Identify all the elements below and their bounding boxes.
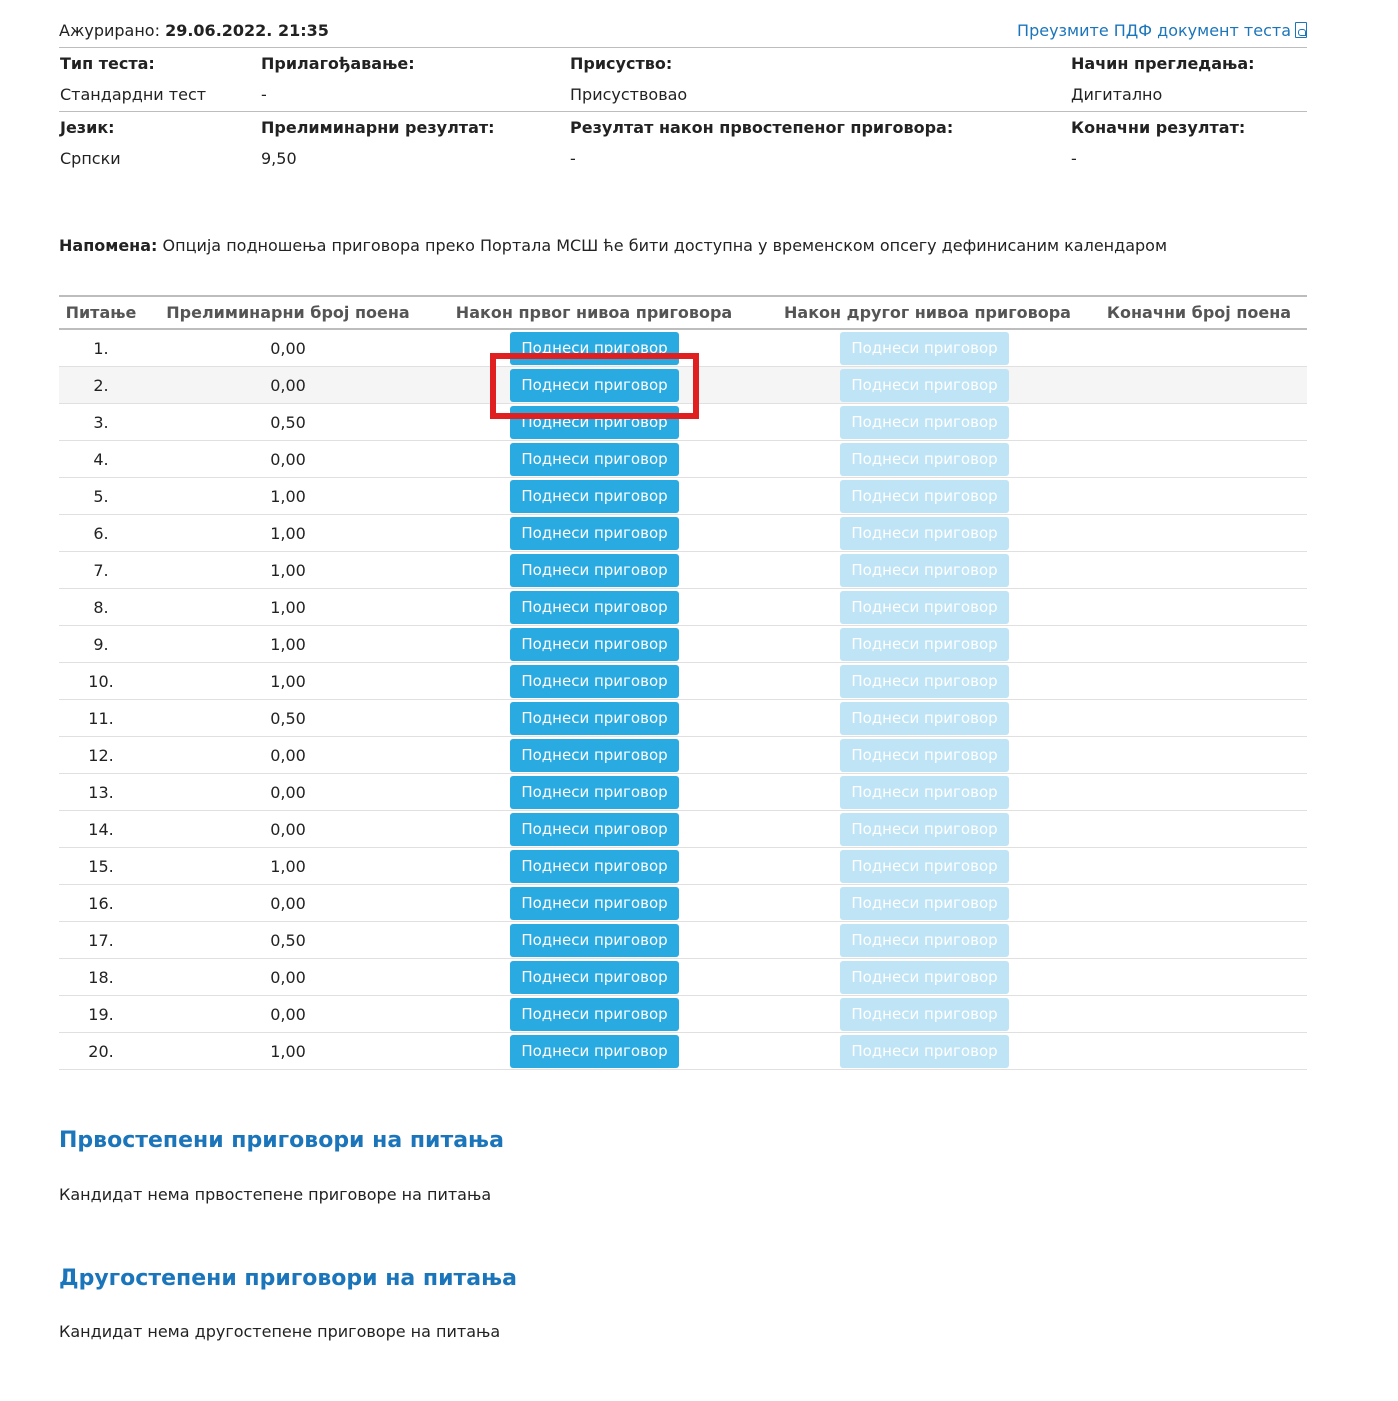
info-value: Стандардни тест xyxy=(60,85,207,104)
table-row xyxy=(59,811,1307,848)
submit-first-appeal-button[interactable]: Поднеси приговор xyxy=(510,480,679,513)
submit-first-appeal-button[interactable]: Поднеси приговор xyxy=(510,554,679,587)
table-row xyxy=(59,478,1307,515)
section-title-second-appeals: Другостепени приговори на питања xyxy=(59,1266,518,1291)
results-page xyxy=(59,0,1307,1341)
submit-second-appeal-button: Поднеси приговор xyxy=(840,554,1009,587)
question-number: 14. xyxy=(88,820,114,839)
question-number: 16. xyxy=(88,894,114,913)
preliminary-points: 1,00 xyxy=(270,672,306,691)
updated-value: 29.06.2022. 21:35 xyxy=(165,21,329,40)
table-row xyxy=(59,552,1307,589)
submit-first-appeal-button[interactable]: Поднеси приговор xyxy=(510,406,679,439)
table-row xyxy=(59,885,1307,922)
preliminary-points: 0,50 xyxy=(270,931,306,950)
table-row xyxy=(59,330,1307,367)
info-value: 9,50 xyxy=(261,149,297,168)
preliminary-points: 1,00 xyxy=(270,1042,306,1061)
table-body xyxy=(59,330,1307,1070)
info-label: Прелиминарни резултат: xyxy=(261,118,495,137)
preliminary-points: 1,00 xyxy=(270,857,306,876)
question-number: 20. xyxy=(88,1042,114,1061)
submit-second-appeal-button: Поднеси приговор xyxy=(840,443,1009,476)
table-row xyxy=(59,1033,1307,1070)
table-row xyxy=(59,626,1307,663)
info-value: - xyxy=(1071,149,1077,168)
updated-timestamp xyxy=(59,21,329,40)
info-label: Прилагођавање: xyxy=(261,54,415,73)
question-number: 10. xyxy=(88,672,114,691)
preliminary-points: 0,00 xyxy=(270,339,306,358)
preliminary-points: 0,00 xyxy=(270,968,306,987)
info-label: Начин прегледања: xyxy=(1071,54,1255,73)
note xyxy=(59,236,1167,255)
header-preliminary-points: Прелиминарни број поена xyxy=(166,303,410,322)
header-final-points: Коначни број поена xyxy=(1106,303,1292,322)
question-number: 6. xyxy=(93,524,109,543)
table-row xyxy=(59,922,1307,959)
question-number: 12. xyxy=(88,746,114,765)
info-value: Дигитално xyxy=(1071,85,1163,104)
preliminary-points: 0,00 xyxy=(270,783,306,802)
submit-first-appeal-button[interactable]: Поднеси приговор xyxy=(510,924,679,957)
submit-second-appeal-button: Поднеси приговор xyxy=(840,665,1009,698)
submit-second-appeal-button: Поднеси приговор xyxy=(840,813,1009,846)
question-number: 9. xyxy=(93,635,109,654)
submit-first-appeal-button[interactable]: Поднеси приговор xyxy=(510,887,679,920)
info-label: Присуство: xyxy=(570,54,673,73)
header-question: Питање xyxy=(65,303,137,322)
submit-first-appeal-button[interactable]: Поднеси приговор xyxy=(510,1035,679,1068)
submit-first-appeal-button[interactable]: Поднеси приговор xyxy=(510,332,679,365)
table-row xyxy=(59,663,1307,700)
submit-second-appeal-button: Поднеси приговор xyxy=(840,850,1009,883)
preliminary-points: 1,00 xyxy=(270,635,306,654)
info-row-1 xyxy=(59,48,1307,112)
submit-first-appeal-button[interactable]: Поднеси приговор xyxy=(510,961,679,994)
results-table xyxy=(59,295,1307,1070)
header-first-appeal: Након првог нивоа приговора xyxy=(455,303,733,322)
submit-first-appeal-button[interactable]: Поднеси приговор xyxy=(510,739,679,772)
preliminary-points: 0,50 xyxy=(270,709,306,728)
submit-second-appeal-button: Поднеси приговор xyxy=(840,591,1009,624)
info-value: Присуствовао xyxy=(570,85,688,104)
question-number: 11. xyxy=(88,709,114,728)
submit-second-appeal-button: Поднеси приговор xyxy=(840,406,1009,439)
question-number: 17. xyxy=(88,931,114,950)
section-text-first-appeals: Кандидат нема првостепене приговоре на питања xyxy=(59,1185,492,1204)
preliminary-points: 1,00 xyxy=(270,524,306,543)
submit-second-appeal-button: Поднеси приговор xyxy=(840,776,1009,809)
table-row xyxy=(59,737,1307,774)
submit-second-appeal-button: Поднеси приговор xyxy=(840,739,1009,772)
submit-second-appeal-button: Поднеси приговор xyxy=(840,998,1009,1031)
submit-second-appeal-button: Поднеси приговор xyxy=(840,332,1009,365)
section-title-first-appeals: Првостепени приговори на питања xyxy=(59,1128,504,1153)
submit-second-appeal-button: Поднеси приговор xyxy=(840,517,1009,550)
submit-first-appeal-button[interactable]: Поднеси приговор xyxy=(510,369,679,402)
submit-first-appeal-button[interactable]: Поднеси приговор xyxy=(510,517,679,550)
note-text: Опција подношења приговора преко Портала МСШ ће бити доступна у временском опсегу дефинисаним календаром xyxy=(162,236,1168,255)
question-number: 13. xyxy=(88,783,114,802)
header-second-appeal: Након другог нивоа приговора xyxy=(784,303,1071,322)
top-bar xyxy=(59,0,1307,48)
info-value: - xyxy=(570,149,576,168)
table-row xyxy=(59,589,1307,626)
question-number: 2. xyxy=(93,376,109,395)
info-value: - xyxy=(261,85,267,104)
submit-first-appeal-button[interactable]: Поднеси приговор xyxy=(510,591,679,624)
info-row-2 xyxy=(59,112,1307,176)
question-number: 18. xyxy=(88,968,114,987)
question-number: 19. xyxy=(88,1005,114,1024)
info-value: Српски xyxy=(60,149,121,168)
preliminary-points: 1,00 xyxy=(270,561,306,580)
submit-first-appeal-button[interactable]: Поднеси приговор xyxy=(510,776,679,809)
question-number: 15. xyxy=(88,857,114,876)
submit-first-appeal-button[interactable]: Поднеси приговор xyxy=(510,702,679,735)
submit-second-appeal-button: Поднеси приговор xyxy=(840,369,1009,402)
table-row xyxy=(59,700,1307,737)
table-header xyxy=(59,297,1307,330)
submit-second-appeal-button: Поднеси приговор xyxy=(840,628,1009,661)
question-number: 7. xyxy=(93,561,109,580)
preliminary-points: 0,00 xyxy=(270,820,306,839)
info-label: Коначни резултат: xyxy=(1071,118,1246,137)
table-row xyxy=(59,848,1307,885)
question-number: 5. xyxy=(93,487,109,506)
preliminary-points: 0,00 xyxy=(270,450,306,469)
submit-second-appeal-button: Поднеси приговор xyxy=(840,924,1009,957)
table-row xyxy=(59,996,1307,1033)
submit-first-appeal-button[interactable]: Поднеси приговор xyxy=(510,998,679,1031)
preliminary-points: 0,00 xyxy=(270,894,306,913)
question-number: 1. xyxy=(93,339,109,358)
table-row xyxy=(59,367,1307,404)
preliminary-points: 1,00 xyxy=(270,598,306,617)
question-number: 3. xyxy=(93,413,109,432)
submit-second-appeal-button: Поднеси приговор xyxy=(840,1035,1009,1068)
submit-first-appeal-button[interactable]: Поднеси приговор xyxy=(510,850,679,883)
submit-second-appeal-button: Поднеси приговор xyxy=(840,702,1009,735)
submit-first-appeal-button[interactable]: Поднеси приговор xyxy=(510,628,679,661)
info-label: Тип теста: xyxy=(60,54,155,73)
preliminary-points: 0,50 xyxy=(270,413,306,432)
download-pdf-label: Преузмите ПДФ документ теста xyxy=(1017,21,1291,40)
preliminary-points: 0,00 xyxy=(270,746,306,765)
question-number: 4. xyxy=(93,450,109,469)
preliminary-points: 0,00 xyxy=(270,376,306,395)
updated-label: Ажурирано: xyxy=(59,21,160,40)
section-text-second-appeals: Кандидат нема другостепене приговоре на питања xyxy=(59,1322,501,1341)
submit-first-appeal-button[interactable]: Поднеси приговор xyxy=(510,813,679,846)
submit-first-appeal-button[interactable]: Поднеси приговор xyxy=(510,443,679,476)
submit-second-appeal-button: Поднеси приговор xyxy=(840,480,1009,513)
note-label: Напомена: xyxy=(59,236,158,255)
preliminary-points: 1,00 xyxy=(270,487,306,506)
submit-first-appeal-button[interactable]: Поднеси приговор xyxy=(510,665,679,698)
info-label: Језик: xyxy=(60,118,115,137)
table-row xyxy=(59,774,1307,811)
submit-second-appeal-button: Поднеси приговор xyxy=(840,887,1009,920)
submit-second-appeal-button: Поднеси приговор xyxy=(840,961,1009,994)
table-row xyxy=(59,959,1307,996)
info-label: Резултат након првостепеног приговора: xyxy=(570,118,954,137)
table-row xyxy=(59,515,1307,552)
table-row xyxy=(59,441,1307,478)
question-number: 8. xyxy=(93,598,109,617)
table-row xyxy=(59,404,1307,441)
preliminary-points: 0,00 xyxy=(270,1005,306,1024)
pdf-file-icon xyxy=(1295,22,1307,38)
download-pdf-link[interactable] xyxy=(1017,21,1307,40)
